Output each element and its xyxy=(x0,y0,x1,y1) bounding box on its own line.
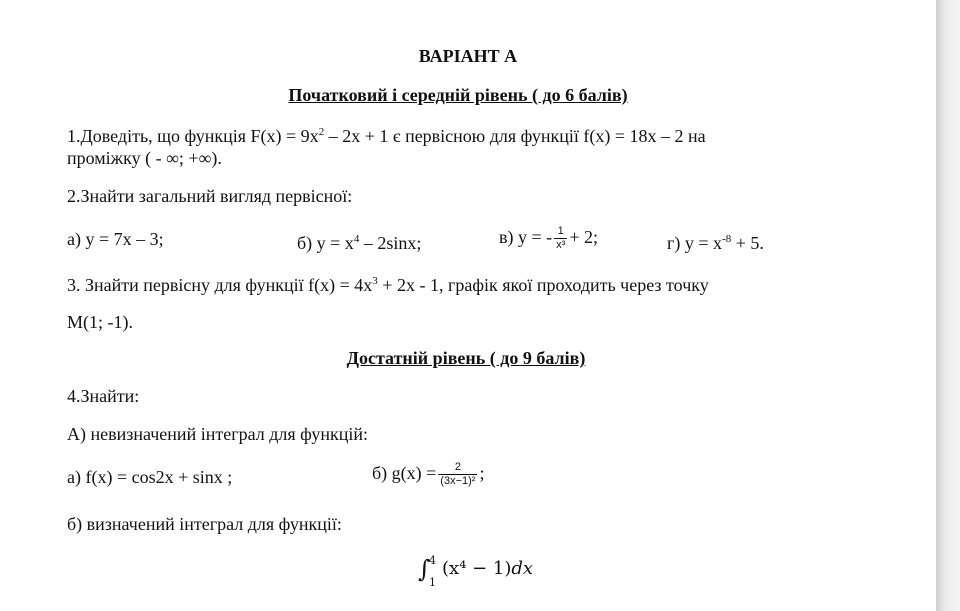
fraction: $\frac{1}{\text{x³}}$ xyxy=(556,225,566,252)
section-heading-basic: Початковий і середній рівень ( до 6 балів) xyxy=(288,85,628,105)
task-3-line-2: M(1; -1). xyxy=(67,312,133,332)
definite-integral: ∫ 4 1 (x⁴ − 1)dx xyxy=(418,554,534,589)
task-4-part-a: А) невизначений інтеграл для функцій: xyxy=(67,424,368,444)
task-3-line-1: 3. Знайти первісну для функції $f(x) = 4x^3 + 2x - 1$, графік якої проходить через точку xyxy=(67,275,709,295)
task-2-text: 2.Знайти загальний вигляд первісної: xyxy=(67,186,353,206)
variant-title: ВАРІАНТ А xyxy=(418,46,518,66)
task-4-item-b: б) g(x) = $\frac{2}{\text{(3x−1)²}}$ ; xyxy=(372,461,485,488)
task-1-line-1: 1.Доведіть, що функція $F(x) = 9x^2 - 2x + 1$ є первісною для функції f(x) = 18x – 2 на xyxy=(67,126,706,146)
task-4-item-a: а) f(x) = cos2x + sinx ; xyxy=(67,467,233,487)
section-heading-sufficient: Достатній рівень ( до 9 балів) xyxy=(346,348,586,368)
task-4-text: 4.Знайти: xyxy=(67,386,140,406)
task-4-part-b: б) визначений інтеграл для функції: xyxy=(67,514,342,534)
task-2-item-c: в) y = - $\frac{1}{\text{x³}}$ + 2; xyxy=(499,225,598,252)
task-2-item-b: б) $y = x^4 - 2\sin x$; xyxy=(297,233,422,253)
task-1-line-2: проміжку ( - ∞; +∞). xyxy=(67,148,222,168)
task-2-item-a: а) y = 7x – 3; xyxy=(67,229,164,249)
task-2-item-d: г) $y = x^{-8} + 5$. xyxy=(667,233,764,253)
page-edge-shadow xyxy=(936,0,960,611)
fraction: $\frac{2}{\text{(3x−1)²}}$ xyxy=(440,461,476,488)
